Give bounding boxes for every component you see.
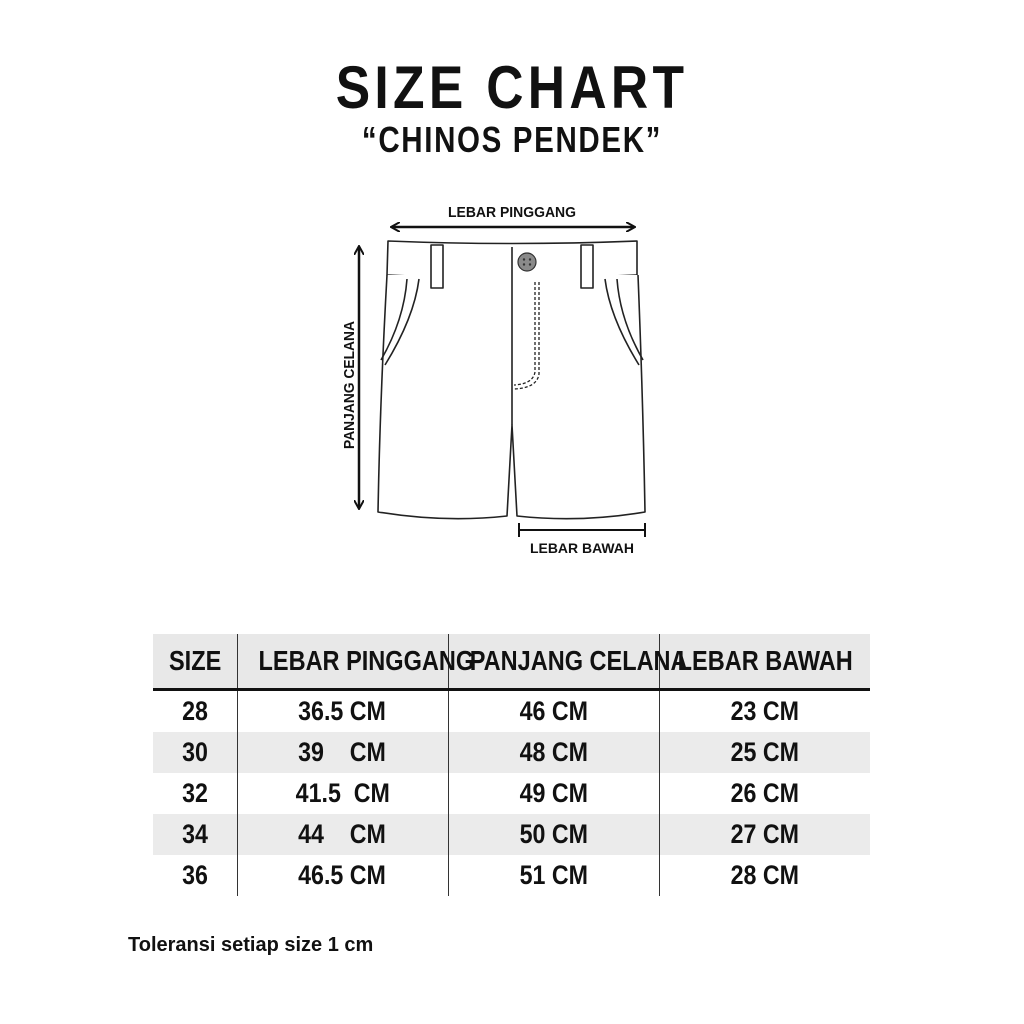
cell-length: 51 CM (448, 855, 659, 896)
button-icon (518, 253, 536, 271)
table-row (153, 732, 870, 773)
cell-hem-width: 25 CM (659, 732, 870, 773)
cell-waist-width: 39 CM (237, 732, 448, 773)
cell-size: 32 (181, 778, 208, 808)
cell-size: 36 (181, 860, 208, 890)
waist-width-label: LEBAR PINGGANG (448, 204, 576, 221)
tolerance-note: Toleransi setiap size 1 cm (128, 934, 374, 956)
table-row (153, 690, 870, 733)
cell-size: 28 (181, 696, 208, 726)
table-header-row (153, 634, 870, 690)
cell-hem-width: 28 CM (659, 855, 870, 896)
table-row (153, 773, 870, 814)
header-size: SIZE (153, 634, 237, 690)
table-row (153, 814, 870, 855)
cell-size: 34 (153, 814, 237, 855)
shorts-illustration (378, 241, 645, 519)
cell-waist-width: 44 CM (237, 814, 448, 855)
cell-hem-width: 23 CM (659, 690, 870, 733)
size-table (153, 634, 870, 896)
length-label: PANJANG CELANA (341, 310, 358, 449)
product-subtitle: “CHINOS PENDEK” (361, 119, 663, 160)
cell-hem-width: 26 CM (659, 773, 870, 814)
header-waist-width: LEBAR PINGGANG (237, 634, 448, 690)
cell-waist-width: 36.5 CM (237, 690, 448, 733)
cell-waist-width: 41.5 CM (237, 773, 448, 814)
cell-length: 46 CM (448, 690, 659, 733)
header-hem-width: LEBAR BAWAH (659, 634, 870, 690)
hem-width-label: LEBAR BAWAH (530, 540, 634, 556)
cell-size: 30 (153, 732, 237, 773)
cell-length: 50 CM (448, 814, 659, 855)
header-length: PANJANG CELANA (448, 634, 659, 690)
cell-hem-width: 27 CM (659, 814, 870, 855)
chart-title: SIZE CHART (335, 54, 689, 121)
cell-length: 48 CM (448, 732, 659, 773)
cell-waist-width: 46.5 CM (237, 855, 448, 896)
cell-length: 49 CM (448, 773, 659, 814)
table-row (153, 855, 870, 896)
